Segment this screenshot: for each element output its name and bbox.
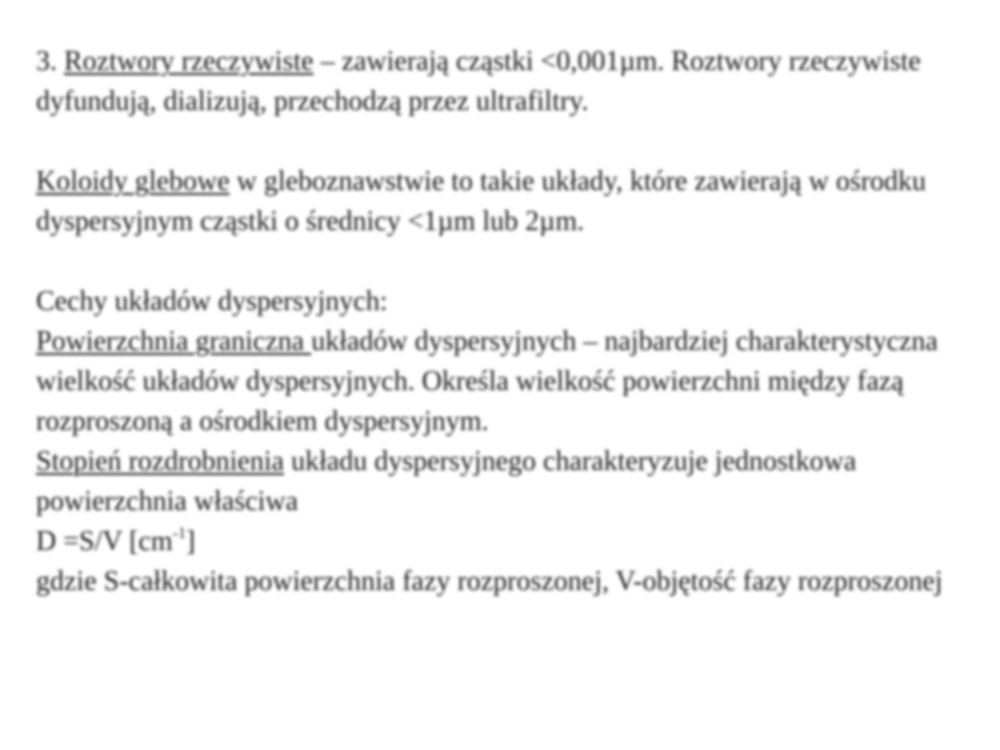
degree-paragraph <box>36 442 966 522</box>
spacer <box>36 242 966 282</box>
formula <box>36 522 966 562</box>
spacer <box>36 122 966 162</box>
formula-end: ] <box>185 526 196 557</box>
formula-exponent: -1 <box>172 524 186 542</box>
formula-definition: gdzie S-całkowita powierzchnia fazy rozproszonej, V-objętość fazy rozproszonej <box>36 566 943 597</box>
item-number: 3. <box>36 46 64 77</box>
soil-colloids-description: w gleboznawstwie to takie układy, które zawierają w ośrodku dyspersyjnym cząstki o średnicy <1µm lub 2µm. <box>36 166 927 237</box>
paragraph-features <box>36 282 966 602</box>
paragraph-soil-colloids <box>36 162 966 242</box>
term-soil-colloids: Koloidy glebowe <box>36 166 230 197</box>
true-solutions-description: – zawierają cząstki <0,001µm. Roztwory rzeczywiste dyfundują, dializują, przechodzą przez ultrafiltry. <box>36 46 921 117</box>
slide-text <box>36 42 966 602</box>
boundary-surface-description: układów dyspersyjnych – najbardziej charakterystyczna wielkość układów dyspersyjnych. Określa wielkość powierzchni między fazą rozproszoną a ośrodkiem dyspersyjnym. <box>36 326 938 437</box>
features-heading: Cechy układów dyspersyjnych: <box>36 286 388 317</box>
term-true-solutions: Roztwory rzeczywiste <box>64 46 314 77</box>
term-degree-of-dispersion: Stopień rozdrobnienia <box>36 446 285 477</box>
formula-main: D =S/V [cm <box>36 526 173 557</box>
term-boundary-surface: Powierzchnia graniczna <box>36 326 312 357</box>
paragraph-true-solutions <box>36 42 966 122</box>
surface-paragraph <box>36 322 966 442</box>
degree-of-dispersion-description: układu dyspersyjnego charakteryzuje jednostkowa powierzchnia właściwa <box>36 446 857 517</box>
